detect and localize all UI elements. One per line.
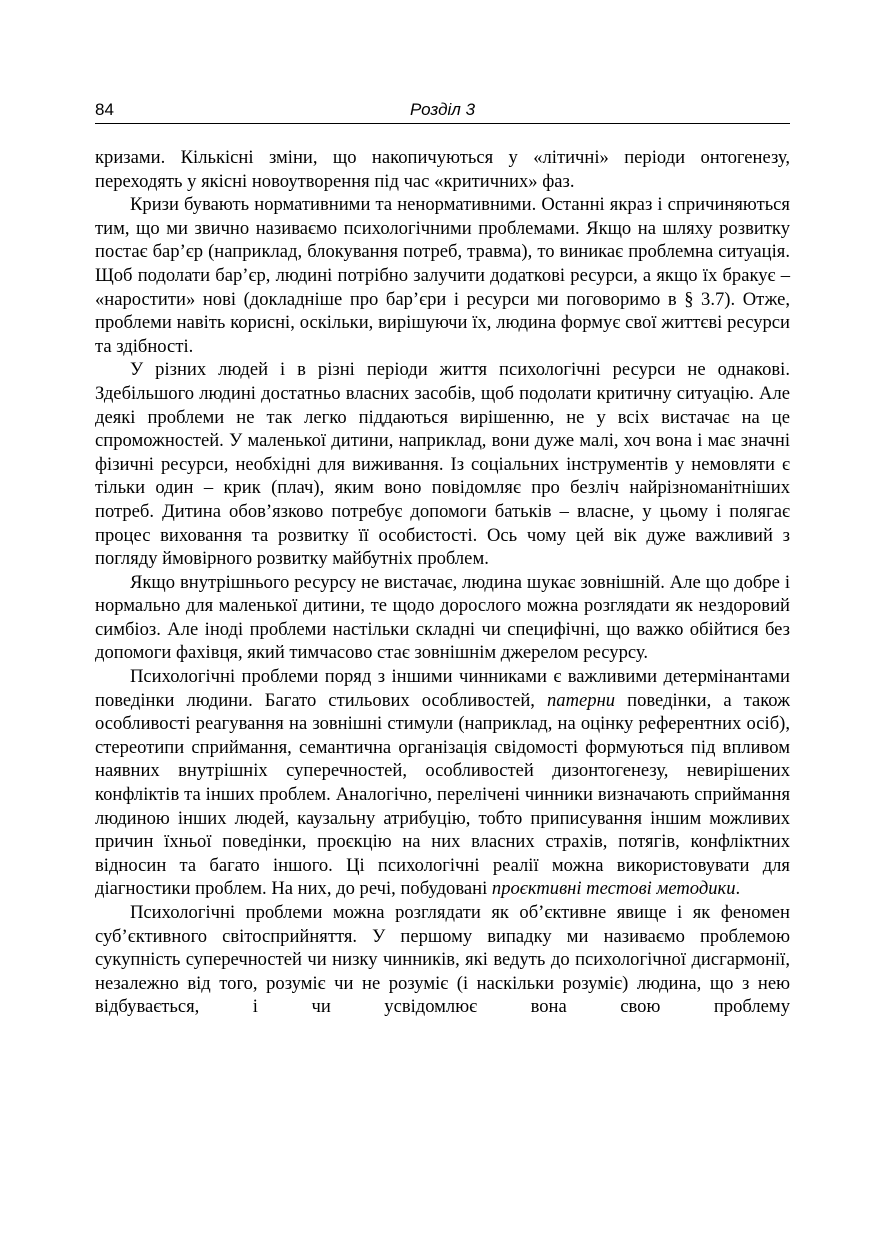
text-run: . bbox=[735, 878, 741, 900]
paragraph: Психологічні проблеми можна розглядати як об’єктивне явище і як феномен суб’єктивного світосприйняття. У першому випадку ми називаємо проблемою сукупність суперечностей чи низку чинників, які ведуть до психологічної дисгармонії, незалежно від того, розуміє чи не розуміє (і наскільки розуміє) людина, що з нею відбувається, і чи усвідомлює вона свою проблему bbox=[95, 902, 790, 1018]
book-page bbox=[95, 98, 790, 1019]
text-run: Психологічні проблеми поряд з іншими чинниками є важливими детермінантами поведінки людини. Багато стильових особливостей, bbox=[95, 666, 790, 711]
running-title: Розділ 3 bbox=[409, 100, 476, 119]
page-header bbox=[95, 98, 790, 124]
body-text bbox=[95, 146, 790, 1019]
paragraph: Кризи бувають нормативними та ненормативними. Останні якраз і спричиняються тим, що ми звично називаємо психологічними проблемами. Якщо на шляху розвитку постає бар’єр (наприклад, блокування потреб, травма), то виникає проблемна ситуація. Щоб подолати бар’єр, людині потрібно залучити додаткові ресурси, а якщо їх бракує – «наростити» нові (докладніше про бар’єри і ресурси ми поговоримо в § 3.7). Отже, проблеми навіть корисні, оскільки, вирішуючи їх, людина формує свої життєві ресурси та здібності. bbox=[95, 194, 790, 357]
paragraph: кризами. Кількісні зміни, що накопичуються у «літичні» періоди онтогенезу, переходять у якісні новоутворення під час «критичних» фаз. bbox=[95, 147, 790, 192]
italic-term: патерни bbox=[547, 689, 616, 711]
italic-term: проєктивні тестові методики bbox=[491, 878, 736, 900]
paragraph: У різних людей і в різні періоди життя психологічні ресурси не однакові. Здебільшого людині достатньо власних засобів, щоб подолати критичну ситуацію. Але деякі проблеми не так легко піддаються вирішенню, не у всіх вистачає на це спроможностей. У маленької дитини, наприклад, вони дуже малі, хоч вона і має значні фізичні ресурси, необхідні для виживання. Із соціальних інструментів у немовляти є тільки один – крик (плач), яким воно повідомляє про безліч найрізноманітніших потреб. Дитина обов’язково потребує допомоги батьків – власне, у цьому і полягає процес виховання та розвитку її особистості. Ось чому цей вік дуже важливий з погляду ймовірного розвитку майбутніх проблем. bbox=[95, 359, 790, 570]
page-number: 84 bbox=[95, 100, 114, 119]
text-run: поведінки, а також особливості реагування на зовнішні стимули (наприклад, на оцінку референтних осіб), стереотипи сприймання, семантична організація свідомості формуються під впливом наявних внутрішніх суперечностей, особливостей дизонтогенезу, невирішених конфліктів та інших проблем. Аналогічно, перелічені чинники визначають сприймання людиною інших людей, каузальну атрибуцію, тобто приписування іншим можливих причин їхньої поведінки, проєкцію на них власних страхів, потягів, конфліктних відносин та багато іншого. Ці психологічні реалії можна використовувати для діагностики проблем. На них, до речі, побудовані bbox=[95, 689, 790, 900]
paragraph: Якщо внутрішнього ресурсу не вистачає, людина шукає зовнішній. Але що добре і нормально для маленької дитини, те щодо дорослого можна розглядати як нездоровий симбіоз. Але іноді проблеми настільки складні чи специфічні, що важко обійтися без допомоги фахівця, який тимчасово стає зовнішнім джерелом ресурсу. bbox=[95, 571, 790, 664]
paragraph bbox=[95, 665, 790, 901]
